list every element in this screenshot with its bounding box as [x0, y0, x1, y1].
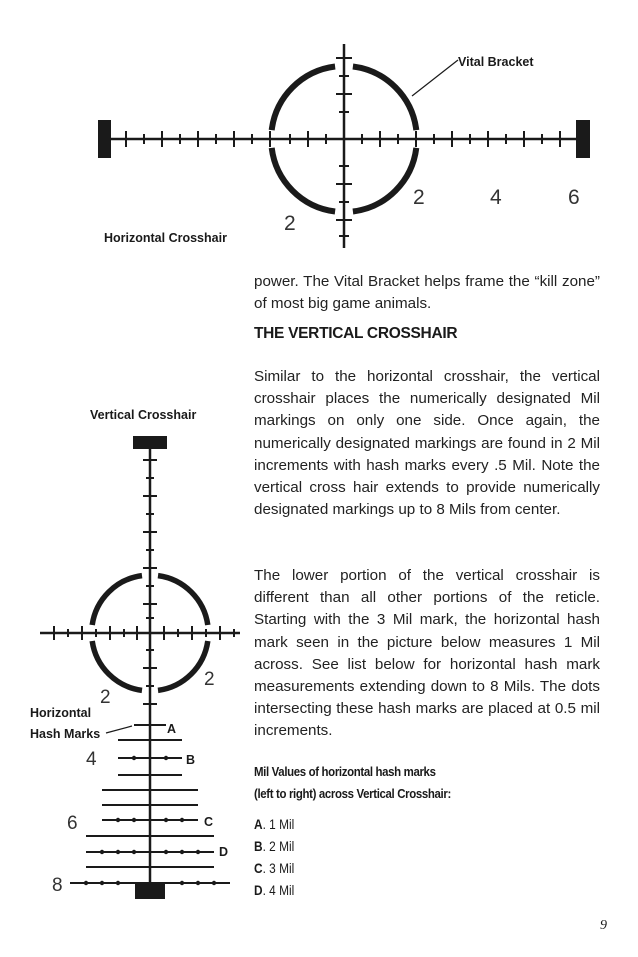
vital-bracket-leader — [412, 60, 458, 96]
letter-c: C — [204, 815, 214, 829]
number-6: 6 — [67, 813, 78, 834]
number-2: 2 — [413, 186, 425, 209]
letter-a: A — [167, 722, 177, 736]
list-item: D. 4 Mil — [254, 883, 295, 898]
list-item: C. 3 Mil — [254, 861, 295, 876]
number-4: 4 — [86, 749, 97, 770]
top-post — [133, 436, 167, 449]
number-2-left: 2 — [100, 687, 111, 708]
letter-d: D — [219, 845, 229, 859]
section-heading: THE VERTICAL CROSSHAIR — [254, 325, 458, 342]
hash-marks-label-line1: Horizontal — [30, 706, 92, 720]
vertical-crosshair-label: Vertical Crosshair — [90, 408, 197, 422]
horizontal-crosshair-figure — [0, 0, 638, 255]
letter-b: B — [186, 753, 196, 767]
bottom-post — [135, 883, 165, 899]
list-title-line2: (left to right) across Vertical Crosshair: — [254, 786, 451, 801]
paragraph-vertical-crosshair: Similar to the horizontal crosshair, the vertical crosshair places the numerically designated Mil markings on only one side. Once again, the numerically designated markings are found in 2 Mil increments with hash marks every .5 Mil. Note the vertical cross hair extends to provide numerically designated markings up to 8 Mils from center. — [254, 368, 600, 519]
number-6: 6 — [568, 186, 580, 209]
vital-bracket-label: Vital Bracket — [458, 55, 534, 69]
list-item: A. 1 Mil — [254, 817, 295, 832]
vertical-crosshair-figure — [0, 395, 250, 910]
list-title-line1: Mil Values of horizontal hash marks — [254, 764, 436, 779]
paragraph-vital-bracket: power. The Vital Bracket helps frame the “kill zone” of most big game animals. — [254, 273, 600, 313]
hash-marks-leader — [106, 726, 132, 733]
number-4: 4 — [490, 186, 502, 209]
hash-marks-label-line2: Hash Marks — [30, 727, 101, 741]
left-post — [98, 120, 111, 158]
number-2-right: 2 — [204, 669, 215, 690]
number-8: 8 — [52, 875, 63, 896]
list-item: B. 2 Mil — [254, 839, 295, 854]
number-2-lower: 2 — [284, 212, 296, 235]
right-post — [576, 120, 590, 158]
paragraph-lower-portion: The lower portion of the vertical crosshair is different than all other portions of the reticle. Starting with the 3 Mil mark, the horizontal hash mark seen in the picture below measures 1 Mil across. See list below for horizontal hash mark measurements extending down to 8 Mils. The dots intersecting these hash marks are placed at 0.5 mil increments. — [254, 567, 600, 740]
horizontal-crosshair-label: Horizontal Crosshair — [104, 231, 227, 245]
page-number: 9 — [600, 918, 607, 933]
